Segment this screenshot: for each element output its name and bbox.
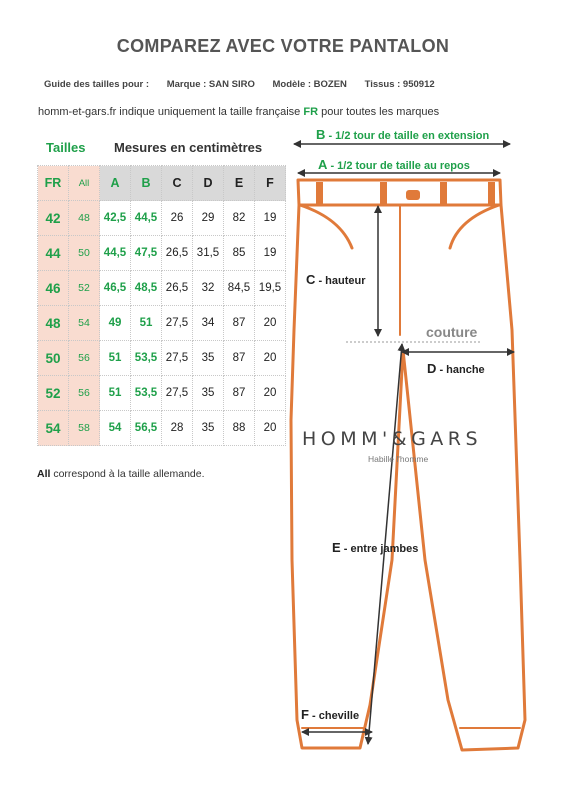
table-cell: 42	[38, 201, 69, 236]
table-cell: 46	[38, 271, 69, 306]
table-cell: 48	[69, 201, 100, 236]
guide-label: Guide des tailles pour :	[44, 79, 150, 90]
table-cell: 56,5	[131, 411, 162, 446]
label-b-letter: B	[316, 127, 326, 142]
belt-loop	[440, 182, 447, 206]
table-cell: 27,5	[162, 376, 193, 411]
label-b	[316, 127, 489, 142]
table-cell: 82	[224, 201, 255, 236]
table-cell: 48	[38, 306, 69, 341]
measurements-label: Mesures en centimètres	[114, 140, 263, 155]
table-cell: 35	[193, 376, 224, 411]
table-cell: 48,5	[131, 271, 162, 306]
label-a	[318, 157, 470, 172]
table-cell: 85	[224, 236, 255, 271]
table-cell: 87	[224, 341, 255, 376]
label-a-text: - 1/2 tour de taille au repos	[327, 160, 470, 172]
right-pocket	[450, 205, 499, 248]
label-c-text: - hauteur	[315, 275, 366, 287]
header-c: C	[162, 166, 193, 201]
table-cell: 51	[100, 376, 131, 411]
table-cell: 84,5	[224, 271, 255, 306]
table-cell: 19,5	[255, 271, 286, 306]
label-c-letter: C	[306, 272, 316, 287]
header-a: A	[100, 166, 131, 201]
table-cell: 26,5	[162, 236, 193, 271]
label-f-letter: F	[301, 707, 309, 722]
button-icon	[406, 190, 420, 200]
table-cell: 34	[193, 306, 224, 341]
note-text-after: pour toutes les marques	[318, 106, 440, 118]
brand-info: Marque : SAN SIRO	[166, 79, 255, 90]
table-cell: 53,5	[131, 376, 162, 411]
table-cell: 44	[38, 236, 69, 271]
table-cell: 44,5	[131, 201, 162, 236]
pants-outline	[291, 180, 525, 750]
label-b-text: - 1/2 tour de taille en extension	[325, 130, 490, 142]
header-all: All	[69, 166, 100, 201]
table-cell: 26	[162, 201, 193, 236]
belt-loop	[488, 182, 495, 206]
table-cell: 51	[100, 341, 131, 376]
brand-logo: HOMM'&GARS	[302, 428, 483, 450]
label-d-letter: D	[427, 361, 437, 376]
table-cell: 42,5	[100, 201, 131, 236]
table-cell: 50	[69, 236, 100, 271]
header-b: B	[131, 166, 162, 201]
table-cell: 26,5	[162, 271, 193, 306]
table-cell: 29	[193, 201, 224, 236]
table-cell: 20	[255, 341, 286, 376]
table-cell: 35	[193, 411, 224, 446]
table-cell: 88	[224, 411, 255, 446]
belt-loop	[380, 182, 387, 206]
fabric-info: Tissus : 950912	[364, 79, 435, 90]
header-d: D	[193, 166, 224, 201]
table-cell: 50	[38, 341, 69, 376]
label-f	[301, 707, 359, 722]
table-cell: 58	[69, 411, 100, 446]
table-cell: 47,5	[131, 236, 162, 271]
table-cell: 19	[255, 236, 286, 271]
label-d-text: - hanche	[436, 364, 485, 376]
header-fr: FR	[38, 166, 69, 201]
label-e	[332, 540, 418, 555]
table-cell: 20	[255, 306, 286, 341]
table-cell: 44,5	[100, 236, 131, 271]
brand-slogan: Habille l'homme	[368, 454, 429, 464]
table-cell: 54	[100, 411, 131, 446]
table-cell: 27,5	[162, 341, 193, 376]
seam-label: couture	[426, 324, 478, 340]
belt-loop	[316, 182, 323, 206]
table-cell: 32	[193, 271, 224, 306]
table-cell: 54	[38, 411, 69, 446]
label-e-text: - entre jambes	[340, 543, 419, 555]
note-text-before: homm-et-gars.fr indique uniquement la taille française	[38, 106, 304, 118]
label-e-letter: E	[332, 540, 341, 555]
sizes-label: Tailles	[46, 140, 86, 155]
table-cell: 54	[69, 306, 100, 341]
table-cell: 28	[162, 411, 193, 446]
footnote-text: correspond à la taille allemande.	[50, 468, 205, 480]
table-cell: 49	[100, 306, 131, 341]
table-cell: 31,5	[193, 236, 224, 271]
table-cell: 56	[69, 341, 100, 376]
model-info: Modèle : BOZEN	[272, 79, 347, 90]
label-f-text: - cheville	[308, 710, 360, 722]
table-cell: 52	[69, 271, 100, 306]
table-cell: 56	[69, 376, 100, 411]
page-title: COMPAREZ AVEC VOTRE PANTALON	[116, 36, 450, 56]
table-cell: 19	[255, 201, 286, 236]
table-cell: 53,5	[131, 341, 162, 376]
header-f: F	[255, 166, 286, 201]
table-cell: 51	[131, 306, 162, 341]
table-cell: 87	[224, 376, 255, 411]
table-cell: 20	[255, 376, 286, 411]
label-c	[306, 272, 366, 287]
table-cell: 20	[255, 411, 286, 446]
left-pocket	[300, 205, 352, 248]
header-e: E	[224, 166, 255, 201]
label-d	[427, 361, 485, 376]
table-cell: 46,5	[100, 271, 131, 306]
table-cell: 35	[193, 341, 224, 376]
label-a-letter: A	[318, 157, 328, 172]
table-cell: 27,5	[162, 306, 193, 341]
table-cell: 52	[38, 376, 69, 411]
footnote-bold: All	[37, 468, 51, 480]
note-highlight: FR	[303, 106, 319, 118]
table-cell: 87	[224, 306, 255, 341]
